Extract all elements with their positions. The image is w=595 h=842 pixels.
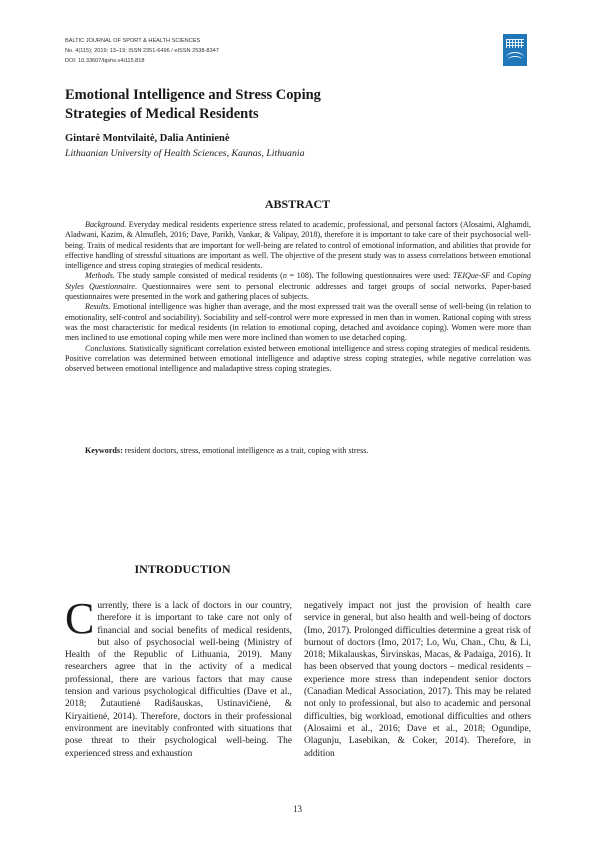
keywords: [85, 446, 535, 456]
results-label: Results.: [85, 302, 111, 312]
issue-info: No. 4(115); 2019; 13–19; ISSN 2351-6496 / eISSN 2538-8347: [65, 48, 219, 54]
results-text: Emotional intelligence was higher than average, and the most expressed trait was the overall sense of well-being (in relation to emotionality, self-control and sociability). Sociability and self-control were more expressed in men than in women. Rational coping with stress was the most characteristic for medical residents (in relation to emotional coping, detached and avoidance coping). Women were more than men inclined to use emotional coping while men were more inclined than women to use detached coping.: [65, 302, 531, 343]
journal-name: BALTIC JOURNAL OF SPORT & HEALTH SCIENCES: [65, 38, 201, 44]
introduction-column-left: [65, 594, 292, 760]
conclusions-text: Statistically significant correlation existed between emotional intelligence and stress coping strategies of medical residents. Positive correlation was determined between emotional intelligence and adaptive stress coping strategies, while negative correlation was observed between emotional intelligence and maladaptive stress coping strategies.: [65, 343, 531, 374]
article-title: Emotional Intelligence and Stress Coping Strategies of Medical Residents: [65, 87, 321, 122]
keywords-label: Keywords:: [85, 446, 123, 455]
abstract-background: [65, 220, 531, 271]
abstract-methods: [65, 271, 531, 302]
affiliation: Lithuanian University of Health Sciences, Kaunas, Lithuania: [65, 148, 305, 159]
methods-text: = 108). The following questionnaires were used:: [286, 271, 453, 281]
methods-n: n: [282, 271, 287, 281]
keywords-text: resident doctors, stress, emotional intelligence as a trait, coping with stress.: [122, 446, 369, 455]
authors: Gintarė Montvilaitė, Dalia Antinienė: [65, 133, 230, 144]
journal-header: [65, 36, 219, 66]
introduction-heading: INTRODUCTION: [134, 562, 231, 576]
questionnaire-coping: Coping Styles Questionnaire: [65, 271, 531, 291]
journal-logo-icon: [503, 34, 527, 66]
abstract-conclusions: [65, 344, 531, 375]
methods-text: and: [490, 271, 508, 281]
conclusions-label: Conclusions.: [85, 343, 128, 353]
background-label: Background.: [85, 220, 127, 229]
questionnaire-teique: TEIQue-SF: [452, 271, 491, 281]
background-text: Everyday medical residents experience stress related to academic, professional, and personal factors (Alosaimi, Alghamdi, Aladwani, Kazim, & Almufleh, 2016; Dave, Parikh, Vankar, & Valipay, 2018), therefore it is important to take care of their psychosocial well-being. Traits of medical residents that are important for well-being are related to control of emotional information, and abilities that provide for effective handling of stressful situations are important as well. The objective of the present study was to assess correlations between emotional intelligence and stress coping strategies of medical residents.: [65, 220, 531, 271]
abstract-heading: ABSTRACT: [264, 197, 331, 211]
intro-right-text: negatively impact not just the provision of health care service in general, but also health and well-being of doctors (Imo, 2017). Prolonged difficulties determine a great risk of burnout of doctors (Imo, 2017; Lo, Wu, Chan., Chu, & Li, 2018; Mikalauskas, Širvinskas, Macas, & Padaiga, 2016). It has been observed that young doctors – medical residents – experience more stress than independent senior doctors (Canadian Medical Association, 2017). This may be related not only to professional, but also to academic and personal difficulties, big workload, emotional difficulties and others (Alosaimi et al., 2016; Dave et al., 2018; Ogundipe, Olagunju, Lasebikan, & Coker, 2014). Therefore, in addition: [304, 601, 531, 759]
methods-text: The study sample consisted of medical residents (: [114, 271, 283, 281]
doi: DOI: 10.33607/bjshs.v4i115.818: [65, 58, 145, 64]
methods-text: . Questionnaires were sent to personal electronic addresses and target groups of social networks. Paper-based questionnaires were presented in the work and gathering places of subjects.: [65, 281, 531, 302]
introduction-column-right: [304, 600, 531, 760]
drop-cap: C: [65, 594, 95, 643]
methods-label: Methods.: [85, 271, 115, 281]
page-number: 13: [293, 804, 302, 814]
abstract-results: [65, 302, 531, 343]
abstract: [65, 220, 531, 374]
intro-left-text: urrently, there is a lack of doctors in our country, therefore it is important to take care not only of financial and social benefits of medical residents, but also of psychosocial well-being (Ministry of Health of the Republic of Lithuania, 2019). Many researchers agree that in the activity of a medical professional, there are various factors that may cause tension and various psychological difficulties (Dave et al., 2018; Žutautienė Radišauskas, Ustinavičienė, & Kiryaitienė, 2014). Therefore, doctors in their professional environment are inevitably confronted with situations that pose threat to their psychological well-being. The experienced stress and exhaustion: [65, 601, 292, 759]
